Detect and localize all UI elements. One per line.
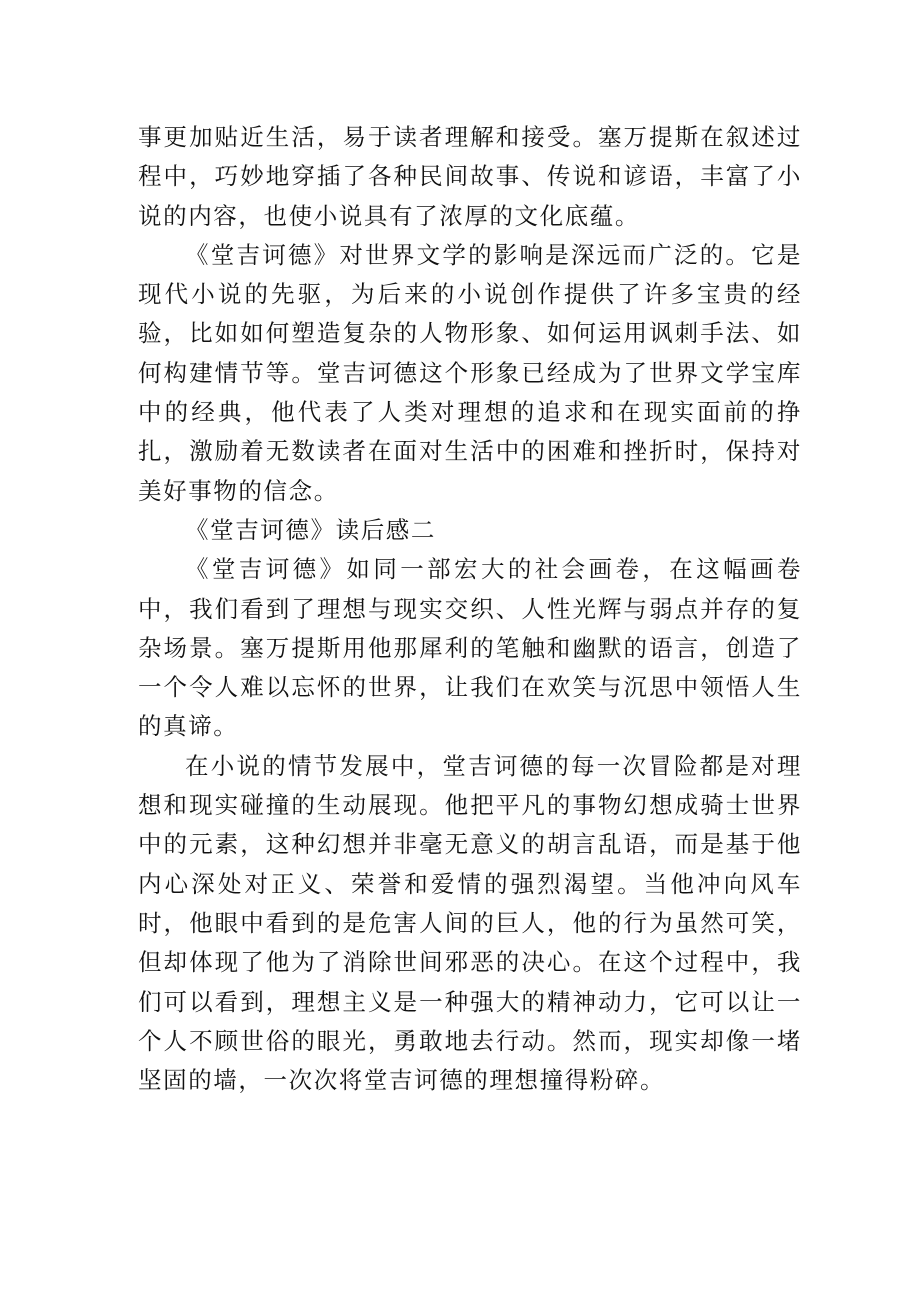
paragraph-world-influence: 《堂吉诃德》对世界文学的影响是深远而广泛的。它是现代小说的先驱，为后来的小说创作提供了许多宝贵的经验，比如如何塑造复杂的人物形象、如何运用讽刺手法、如何构建情节等。堂吉诃德这个形象已经成为了世界文学宝库中的经典，他代表了人类对理想的追求和在现实面前的挣扎，激励着无数读者在面对生活中的困难和挫折时，保持对美好事物的信念。 bbox=[138, 240, 802, 505]
paragraph-continuation: 事更加贴近生活，易于读者理解和接受。塞万提斯在叙述过程中，巧妙地穿插了各种民间故事、传说和谚语，丰富了小说的内容，也使小说具有了浓厚的文化底蕴。 bbox=[138, 123, 802, 230]
paragraph-social-scroll: 《堂吉诃德》如同一部宏大的社会画卷，在这幅画卷中，我们看到了理想与现实交织、人性光辉与弱点并存的复杂场景。塞万提斯用他那犀利的笔触和幽默的语言，创造了一个令人难以忘怀的世界，让我们在欢笑与沉思中领悟人生的真谛。 bbox=[138, 555, 802, 741]
section-heading: 《堂吉诃德》读后感二 bbox=[185, 515, 436, 544]
paragraph-adventures: 在小说的情节发展中，堂吉诃德的每一次冒险都是对理想和现实碰撞的生动展现。他把平凡的事物幻想成骑士世界中的元素，这种幻想并非毫无意义的胡言乱语，而是基于他内心深处对正义、荣誉和爱情的强烈渴望。当他冲向风车时，他眼中看到的是危害人间的巨人，他的行为虽然可笑，但却体现了他为了消除世间邪恶的决心。在这个过程中，我们可以看到，理想主义是一种强大的精神动力，它可以让一个人不顾世俗的眼光，勇敢地去行动。然而，现实却像一堵坚固的墙，一次次将堂吉诃德的理想撞得粉碎。 bbox=[138, 751, 802, 1095]
document-body bbox=[138, 118, 802, 1100]
